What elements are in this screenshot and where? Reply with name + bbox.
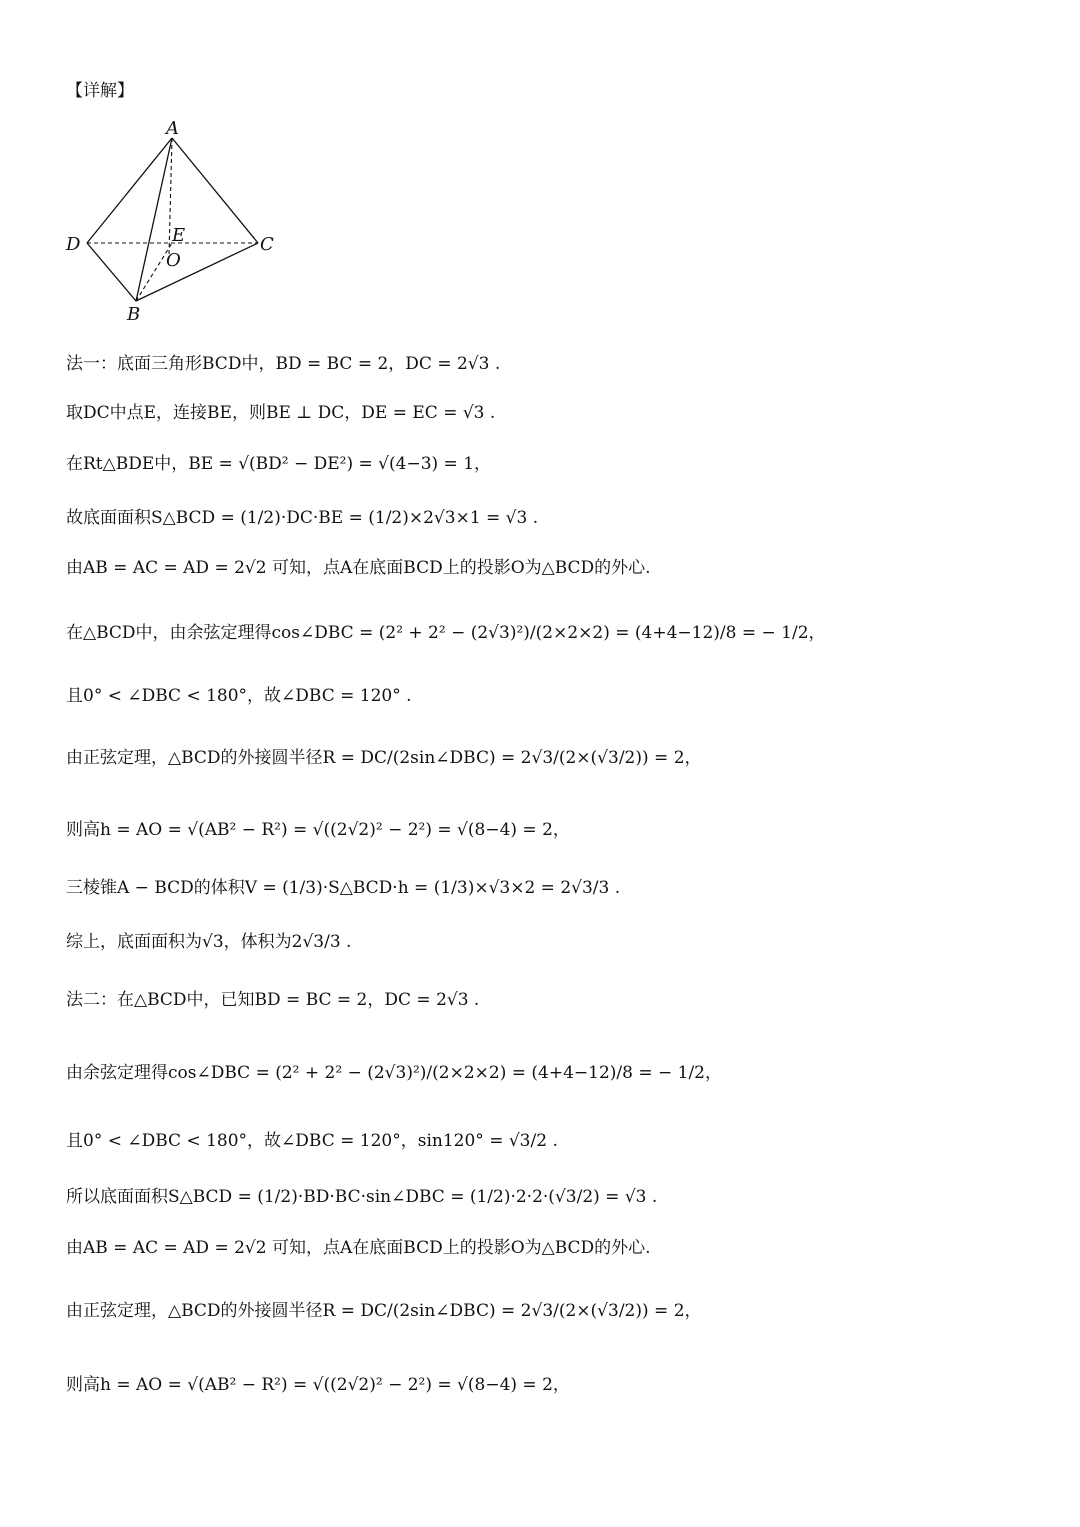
solution-line: 则高h = AO = √(AB² − R²) = √((2√2)² − 2²) = √(8−4) = 2， bbox=[66, 820, 570, 840]
solution-line: 三棱锥A − BCD的体积V = (1/3)·S△BCD·h = (1/3)×√3×2 = 2√3/3 . bbox=[66, 878, 621, 898]
label-b: B bbox=[127, 304, 141, 325]
edge-ab bbox=[136, 138, 172, 301]
solution-line: 且0° < ∠DBC < 180°，故∠DBC = 120° . bbox=[66, 686, 412, 706]
edge-db bbox=[87, 243, 136, 301]
tetrahedron-figure bbox=[60, 112, 290, 327]
solution-line: 由AB = AC = AD = 2√2 可知，点A在底面BCD上的投影O为△BCD的外心. bbox=[66, 1238, 651, 1258]
edge-bc bbox=[136, 243, 258, 301]
solution-line: 在Rt△BDE中，BE = √(BD² − DE²) = √(4−3) = 1， bbox=[66, 454, 492, 474]
label-a: A bbox=[166, 118, 179, 139]
edge-ad bbox=[87, 138, 172, 243]
solution-line: 综上，底面面积为√3，体积为2√3/3 . bbox=[66, 932, 352, 952]
label-e: E bbox=[172, 225, 186, 246]
solution-line: 则高h = AO = √(AB² − R²) = √((2√2)² − 2²) = √(8−4) = 2， bbox=[66, 1375, 570, 1395]
label-d: D bbox=[66, 234, 81, 255]
solution-line: 故底面面积S△BCD = (1/2)·DC·BE = (1/2)×2√3×1 = √3 . bbox=[66, 508, 539, 528]
label-o: O bbox=[166, 250, 181, 271]
solution-line: 由正弦定理，△BCD的外接圆半径R = DC/(2sin∠DBC) = 2√3/(2×(√3/2)) = 2， bbox=[66, 1301, 702, 1321]
solution-line: 且0° < ∠DBC < 180°，故∠DBC = 120°，sin120° = √3/2 . bbox=[66, 1131, 558, 1151]
solution-line: 在△BCD中，由余弦定理得cos∠DBC = (2² + 2² − (2√3)²)/(2×2×2) = (4+4−12)/8 = − 1/2， bbox=[66, 623, 826, 643]
solution-line: 法一：底面三角形BCD中，BD = BC = 2，DC = 2√3 . bbox=[66, 354, 501, 374]
solution-line: 所以底面面积S△BCD = (1/2)·BD·BC·sin∠DBC = (1/2)·2·2·(√3/2) = √3 . bbox=[66, 1187, 658, 1207]
solution-line: 取DC中点E，连接BE，则BE ⊥ DC，DE = EC = √3 . bbox=[66, 403, 496, 423]
solution-line: 由余弦定理得cos∠DBC = (2² + 2² − (2√3)²)/(2×2×2) = (4+4−12)/8 = − 1/2， bbox=[66, 1063, 722, 1083]
label-c: C bbox=[260, 234, 274, 255]
solution-line: 由AB = AC = AD = 2√2 可知，点A在底面BCD上的投影O为△BCD的外心. bbox=[66, 558, 651, 578]
solution-line: 由正弦定理，△BCD的外接圆半径R = DC/(2sin∠DBC) = 2√3/(2×(√3/2)) = 2， bbox=[66, 748, 702, 768]
solution-line: 法二：在△BCD中，已知BD = BC = 2，DC = 2√3 . bbox=[66, 990, 480, 1010]
section-heading: 【详解】 bbox=[66, 81, 134, 101]
